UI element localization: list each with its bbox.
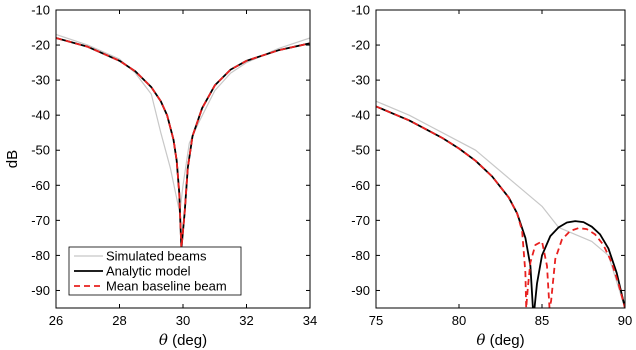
y-tick-label: -40 — [351, 107, 370, 123]
y-tick-label: -60 — [351, 177, 370, 193]
axes-frame — [376, 10, 625, 308]
series-line-simulated-beams — [376, 101, 625, 308]
x-axis-label — [159, 331, 207, 349]
series-line-mean-baseline-beam — [376, 106, 625, 308]
x-tick-label: 34 — [302, 313, 318, 328]
legend-entry: Analytic model — [106, 263, 191, 279]
legend — [69, 247, 241, 295]
x-tick-label: 28 — [112, 313, 127, 328]
series-line-analytic-model — [376, 106, 625, 308]
x-axis-label-unit: (deg) — [485, 332, 525, 349]
series-line-mean-baseline-beam — [56, 38, 310, 248]
y-tick-label: -90 — [31, 282, 50, 298]
x-tick-label: 30 — [175, 313, 191, 328]
y-tick-label: -20 — [351, 37, 370, 53]
x-tick-label: 85 — [534, 313, 550, 328]
right-panel — [351, 3, 632, 350]
plot-area — [376, 101, 625, 308]
x-tick-label: 90 — [617, 313, 633, 328]
x-axis-label-unit: (deg) — [167, 332, 208, 349]
y-tick-label: -80 — [351, 247, 370, 263]
legend-entry: Mean baseline beam — [106, 278, 227, 294]
y-tick-label: -30 — [351, 72, 370, 88]
x-tick-label: 80 — [451, 313, 467, 328]
y-tick-label: -50 — [351, 142, 370, 158]
y-tick-label: -10 — [351, 2, 370, 18]
y-tick-label: -20 — [31, 37, 50, 53]
series-line-analytic-model — [56, 38, 310, 248]
x-tick-label: 32 — [239, 313, 254, 328]
y-tick-label: -50 — [31, 142, 50, 158]
legend-entry: Simulated beams — [106, 248, 207, 264]
x-axis-label — [476, 331, 524, 349]
y-tick-label: -40 — [31, 107, 50, 123]
y-tick-label: -30 — [31, 72, 50, 88]
x-tick-label: 75 — [368, 313, 384, 328]
y-tick-label: -80 — [31, 247, 50, 263]
y-axis-label: dB — [4, 149, 21, 169]
y-tick-label: -70 — [31, 212, 50, 228]
left-panel — [4, 3, 317, 350]
x-axis-label-variable: θ — [476, 331, 486, 349]
series-line-simulated-beams — [56, 35, 310, 214]
plot-area — [56, 35, 310, 249]
y-tick-label: -70 — [351, 212, 370, 228]
y-tick-label: -90 — [351, 282, 370, 298]
x-axis-label-variable: θ — [158, 331, 168, 349]
x-tick-label: 26 — [48, 313, 64, 328]
y-tick-label: -10 — [31, 2, 50, 18]
y-tick-label: -60 — [31, 177, 50, 193]
